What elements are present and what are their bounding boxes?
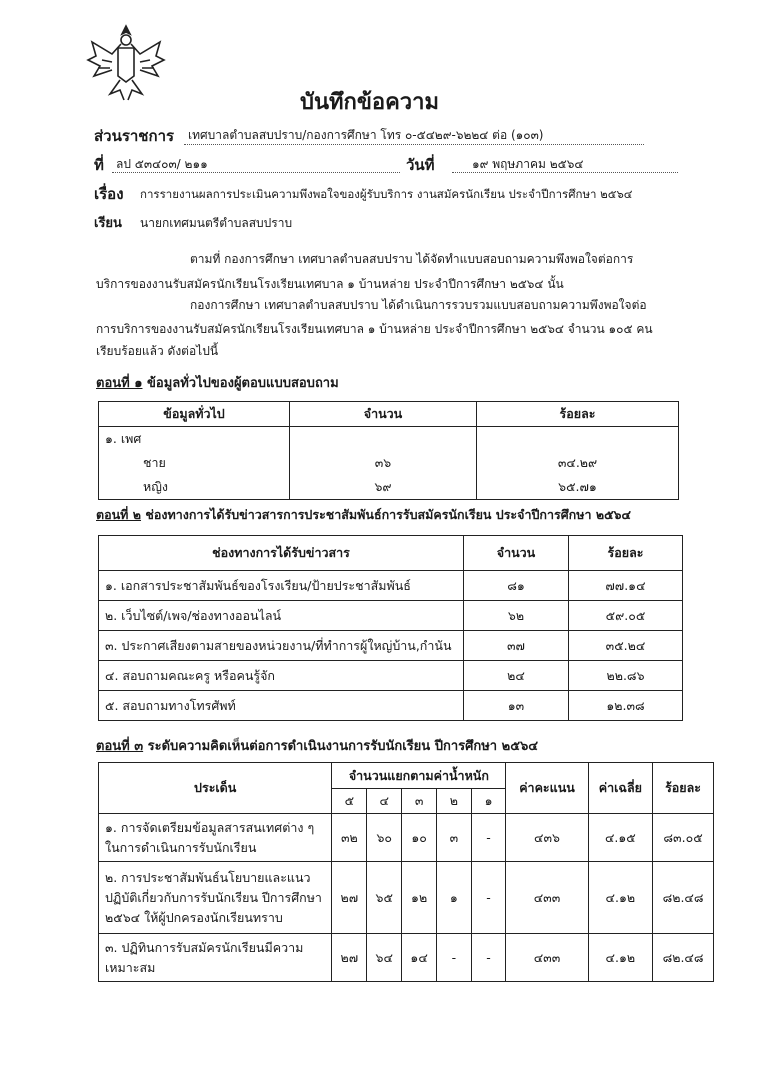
table-cell-mean: ๔.๑๒ [588,934,652,982]
paragraph-1-line-1: ตามที่ กองการศึกษา เทศบาลตำบลสบปราบ ได้จัดทำแบบสอบถามความพึงพอใจต่อการ [190,252,634,266]
section-1-label: ตอนที่ ๑ [96,376,143,391]
to-value: นายกเทศมนตรีตำบลสบปราบ [140,216,293,230]
table-cell-score: ๔๓๓ [506,934,588,982]
news-channel-table [98,535,683,721]
table-row-label: ๑. เอกสารประชาสัมพันธ์ของโรงเรียน/ป้ายประชาสัมพันธ์ [99,571,464,601]
table-cell-percent: ๗๗.๑๔ [569,571,683,601]
section-1-title: ข้อมูลทั่วไปของผู้ตอบแบบสอบถาม [142,376,339,391]
col-header-percent: ร้อยละ [477,402,679,427]
col-header-count: จำนวน [464,536,569,571]
table-cell-count: ๘๑ [464,571,569,601]
col-header-count: จำนวน [290,402,477,427]
table-cell-v5: ๒๗ [332,934,367,982]
table-cell-count: ๖๒ [464,601,569,631]
table-cell-percent: ๘๓.๐๕ [653,814,714,862]
section-3-heading [96,735,538,756]
col-header-level-1: ๑ [471,789,506,814]
ref-value: ลป ๕๓๔๐๓/ ๒๑๑ [116,157,208,171]
date-label: วันที่ [406,156,435,174]
table-cell-v1: - [471,862,506,934]
table-cell-percent: ๘๒.๔๘ [653,934,714,982]
table-cell-percent: ๖๕.๗๑ [477,475,679,500]
section-3-label: ตอนที่ ๓ [96,739,144,754]
table-cell-v3: ๑๒ [402,862,437,934]
table-cell-percent: ๑๒.๓๘ [569,691,683,721]
paragraph-2-line-3: เรียบร้อยแล้ว ดังต่อไปนี้ [96,344,219,358]
table-cell-percent: ๒๒.๘๖ [569,661,683,691]
col-header-percent: ร้อยละ [653,763,714,814]
col-header-level-5: ๕ [332,789,367,814]
table-cell-count: ๓๖ [290,451,477,475]
table-row-label: ๔. สอบถามคณะครู หรือคนรู้จัก [99,661,464,691]
table-cell-v4: ๖๔ [367,934,402,982]
col-header-level-4: ๔ [367,789,402,814]
table-row-label: หญิง [99,475,290,500]
paragraph-2-line-1: กองการศึกษา เทศบาลตำบลสบปราบ ได้ดำเนินการรวบรวมแบบสอบถามความพึงพอใจต่อ [190,298,647,312]
subject-value: การรายงานผลการประเมินความพึงพอใจของผู้รับบริการ งานสมัครนักเรียน ประจำปีการศึกษา ๒๕๖๔ [140,187,633,201]
table-cell-percent: ๓๕.๒๔ [569,631,683,661]
table-cell-v2: - [437,934,472,982]
table-row-issue: ๒. การประชาสัมพันธ์นโยบายและแนวปฏิบัติเกี่ยวกับการรับนักเรียน ปีการศึกษา ๒๕๖๔ ให้ผู้ปกครองนักเรียนทราบ [99,862,332,934]
table-row-label: ชาย [99,451,290,475]
table-cell-percent: ๕๙.๐๕ [569,601,683,631]
col-header-channel: ช่องทางการได้รับข่าวสาร [99,536,464,571]
table-row-label: ๒. เว็บไซต์/เพจ/ช่องทางออนไลน์ [99,601,464,631]
section-2-heading [96,505,631,525]
table-cell-v5: ๒๗ [332,862,367,934]
table-cell-v2: ๓ [437,814,472,862]
col-header-issue: ประเด็น [99,763,332,814]
table-cell-v4: ๖๕ [367,862,402,934]
table-cell-score: ๔๓๓ [506,862,588,934]
table-cell-score: ๔๓๖ [506,814,588,862]
table-cell-v3: ๑๔ [402,934,437,982]
table-cell-v3: ๑๐ [402,814,437,862]
table-cell-v1: - [471,934,506,982]
general-info-table [98,401,679,500]
memo-title: บันทึกข้อความ [300,90,440,115]
table-row-label: ๕. สอบถามทางโทรศัพท์ [99,691,464,721]
section-1-heading [96,372,339,393]
subject-label: เรื่อง [94,185,124,203]
table-cell-v5: ๓๒ [332,814,367,862]
table-cell-count: ๓๗ [464,631,569,661]
col-header-weight-group: จำนวนแยกตามค่าน้ำหนัก [332,763,506,789]
date-value: ๑๙ พฤษภาคม ๒๕๖๔ [472,157,584,171]
col-header-score: ค่าคะแนน [506,763,588,814]
table-row-issue: ๑. การจัดเตรียมข้อมูลสารสนเทศต่าง ๆ ในการดำเนินการรับนักเรียน [99,814,332,862]
table-cell-v4: ๖๐ [367,814,402,862]
opinion-level-table [98,762,714,982]
section-2-title: ช่องทางการได้รับข่าวสารการประชาสัมพันธ์การรับสมัครนักเรียน ประจำปีการศึกษา ๒๕๖๔ [141,507,631,522]
col-header-percent: ร้อยละ [569,536,683,571]
section-3-title: ระดับความคิดเห็นต่อการดำเนินงานการรับนักเรียน ปีการศึกษา ๒๕๖๔ [143,739,539,754]
table-cell-percent: ๓๔.๒๙ [477,451,679,475]
paragraph-2-line-2: การบริการของงานรับสมัครนักเรียนโรงเรียนเทศบาล ๑ บ้านหล่าย ประจำปีการศึกษา ๒๕๖๔ จำนวน ๑๐๕ คน [96,322,653,336]
garuda-emblem-icon [82,20,170,104]
table-cell-percent: ๘๒.๔๘ [653,862,714,934]
table-cell-count: ๖๙ [290,475,477,500]
ref-label: ที่ [94,156,104,174]
table-cell-count: ๑๓ [464,691,569,721]
table-cell-v2: ๑ [437,862,472,934]
table-cell-mean: ๔.๑๕ [588,814,652,862]
agency-value: เทศบาลตำบลสบปราบ/กองการศึกษา โทร ๐-๕๔๒๙-๖๒๒๔ ต่อ (๑๐๓) [188,128,544,142]
table-cell-mean: ๔.๑๒ [588,862,652,934]
section-2-label: ตอนที่ ๒ [96,507,142,522]
to-label: เรียน [94,216,122,231]
table-cell-v1: - [471,814,506,862]
col-header-level-3: ๓ [402,789,437,814]
col-header-mean: ค่าเฉลี่ย [588,763,652,814]
col-header-level-2: ๒ [437,789,472,814]
paragraph-1-line-2: บริการของงานรับสมัครนักเรียนโรงเรียนเทศบาล ๑ บ้านหล่าย ประจำปีการศึกษา ๒๕๖๔ นั้น [96,277,564,291]
col-header-general: ข้อมูลทั่วไป [99,402,290,427]
agency-label: ส่วนราชการ [94,127,175,145]
table-row-issue: ๓. ปฏิทินการรับสมัครนักเรียนมีความเหมาะสม [99,934,332,982]
gender-group-label: ๑. เพศ [99,427,290,452]
table-row-label: ๓. ประกาศเสียงตามสายของหน่วยงาน/ที่ทำการผู้ใหญ่บ้าน,กำนัน [99,631,464,661]
table-cell-count: ๒๔ [464,661,569,691]
